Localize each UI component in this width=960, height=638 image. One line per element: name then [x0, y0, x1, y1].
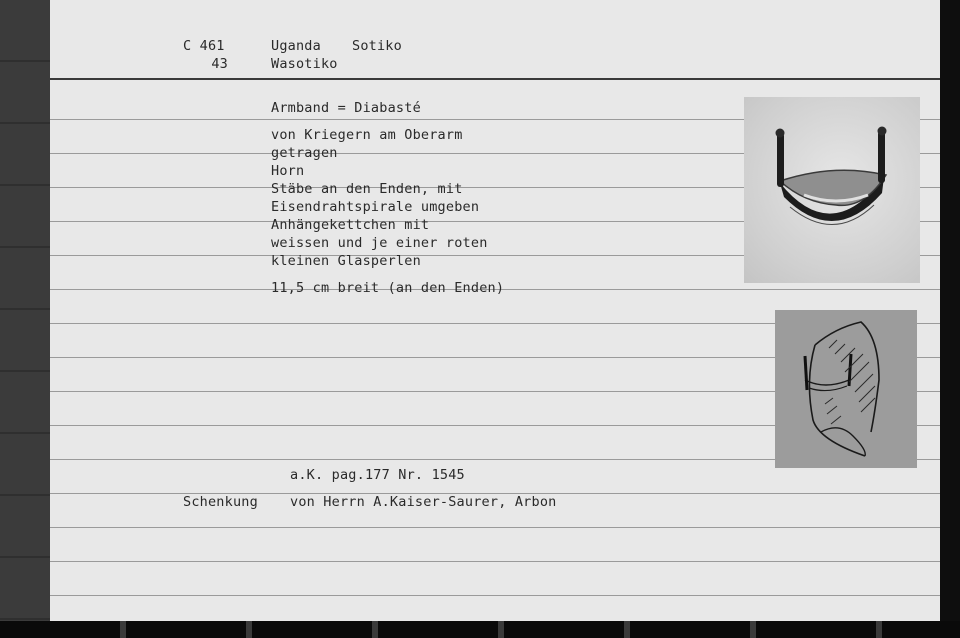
- description-line: Eisendrahtspirale umgeben: [271, 199, 480, 215]
- header-rule: [50, 78, 940, 80]
- reference: a.K. pag.177 Nr. 1545: [290, 467, 465, 483]
- tribe: Sotiko: [352, 38, 402, 54]
- description-line: Stäbe an den Enden, mit: [271, 181, 463, 197]
- arm-sketch: [775, 310, 917, 468]
- description-line: Anhängekettchen mit: [271, 217, 430, 233]
- background-left: [0, 0, 50, 638]
- catalog-subnumber: 43: [211, 56, 228, 72]
- tribe-alt: Wasotiko: [271, 56, 338, 72]
- description-line: von Kriegern am Oberarm: [271, 127, 463, 143]
- description-line: getragen: [271, 145, 338, 161]
- object-title: Armband = Diabasté: [271, 100, 421, 116]
- background-bottom: [0, 621, 960, 638]
- description-line: kleinen Glasperlen: [271, 253, 421, 269]
- armband-photo: [744, 97, 920, 283]
- background-right: [940, 0, 960, 638]
- dimensions: 11,5 cm breit (an den Enden): [271, 280, 505, 296]
- acquisition-source: von Herrn A.Kaiser-Saurer, Arbon: [290, 494, 557, 510]
- catalog-number: C 461: [183, 38, 225, 54]
- index-card: [50, 0, 940, 621]
- description-line: Horn: [271, 163, 305, 179]
- description-line: weissen und je einer roten: [271, 235, 488, 251]
- country: Uganda: [271, 38, 321, 54]
- acquisition-label: Schenkung: [183, 494, 258, 510]
